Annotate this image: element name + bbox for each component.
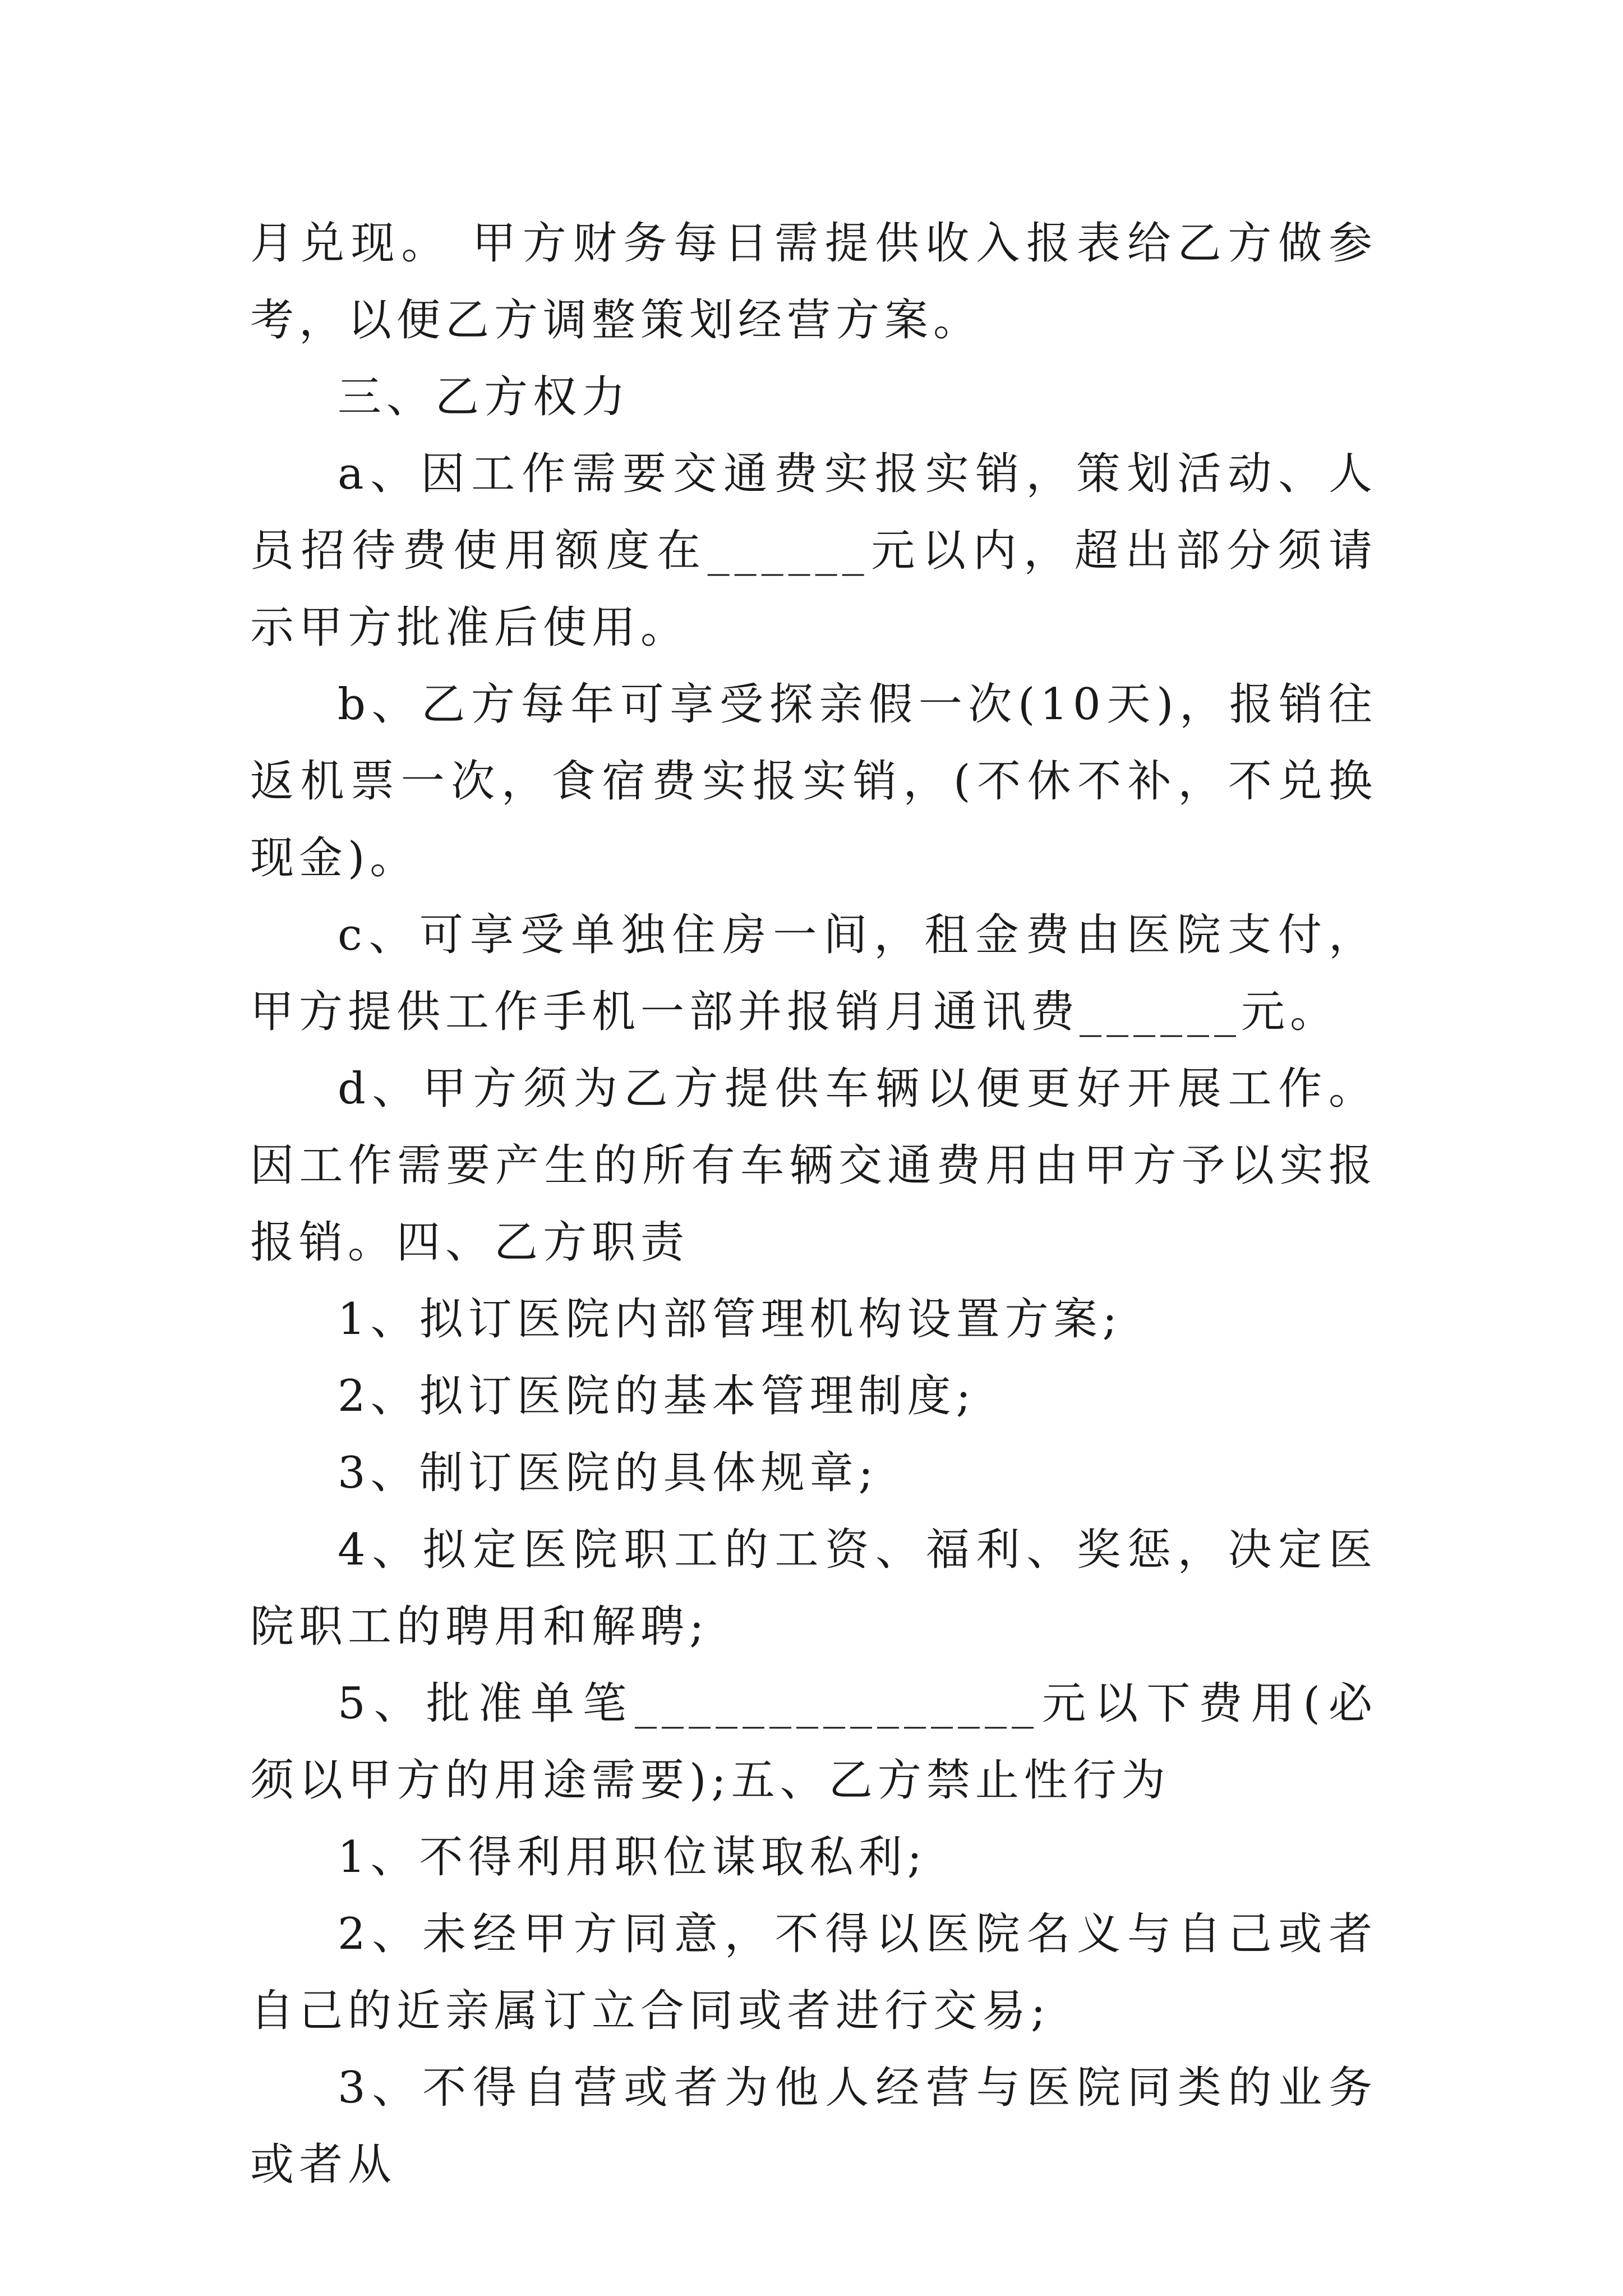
clause-d-vehicle: d、甲方须为乙方提供车辆以便更好开展工作。因工作需要产生的所有车辆交通费用由甲方予以实报报销。四、乙方职责 [250, 1064, 1377, 1268]
duty-item-2: 2、拟订医院的基本管理制度; [338, 1371, 976, 1421]
duty-item-3: 3、制订医院的具体规章; [338, 1448, 878, 1498]
paragraph-salary-report: 月兑现。 甲方财务每日需提供收入报表给乙方做参考，以便乙方调整策划经营方案。 [250, 218, 1377, 346]
duty-item-1: 1、拟订医院内部管理机构设置方案; [338, 1294, 1122, 1345]
duty-item-4: 4、拟定医院职工的工资、福利、奖惩，决定医院职工的聘用和解聘; [250, 1525, 1377, 1652]
clause-a-expenses: a、因工作需要交通费实报实销，策划活动、人员招待费使用额度在______元以内，超出部分须请示甲方批准后使用。 [250, 449, 1377, 653]
prohibited-item-1: 1、不得利用职位谋取私利; [338, 1832, 927, 1883]
section-heading-rights: 三、乙方权力 [338, 372, 631, 422]
clause-b-home-leave: b、乙方每年可享受探亲假一次(10天)，报销往返机票一次，食宿费实报实销，(不休不补，不兑换现金)。 [250, 679, 1377, 884]
duty-item-5: 5、批准单笔_______________元以下费用(必须以甲方的用途需要);五、乙方禁止性行为 [250, 1678, 1377, 1806]
prohibited-item-3: 3、不得自营或者为他人经营与医院同类的业务或者从 [250, 2063, 1377, 2190]
document-body [250, 205, 1377, 2203]
prohibited-item-2: 2、未经甲方同意，不得以医院名义与自己或者自己的近亲属订立合同或者进行交易; [250, 1909, 1377, 2036]
clause-c-housing: c、可享受单独住房一间，租金费由医院支付，甲方提供工作手机一部并报销月通讯费______元。 [250, 910, 1377, 1037]
